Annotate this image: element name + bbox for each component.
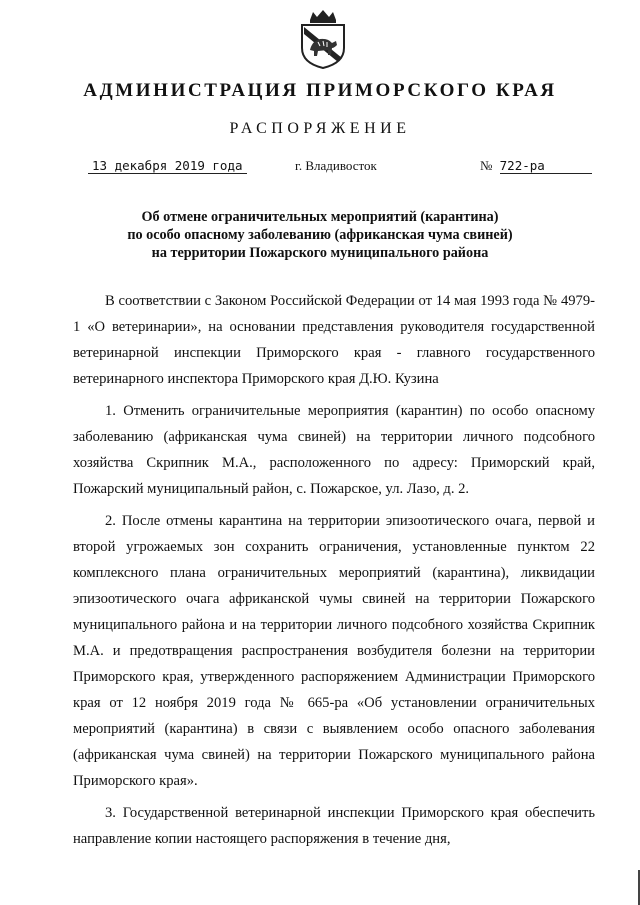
body-paragraph: В соответствии с Законом Российской Федерации от 14 мая 1993 года № 4979-1 «О ветеринарии», на основании представления руководителя государственной ветеринарной инспекции Приморского края - главного государственного ветеринарного инспектора Приморского края Д.Ю. Кузина bbox=[73, 293, 595, 387]
document-number bbox=[480, 158, 545, 174]
title-line: на территории Пожарского муниципального района bbox=[151, 245, 489, 261]
date-text: 13 декабря 2019 года bbox=[92, 158, 243, 173]
body-paragraph: 1. Отменить ограничительные мероприятия (карантин) по особо опасному заболеванию (африканская чума свиней) на территории личного подсобного хозяйства Скрипник М.А., расположенного по адресу: Приморский край, Пожарский муниципальный район, с. Пожарское, ул. Лазо, д. 2. bbox=[73, 403, 595, 497]
number-label: № bbox=[480, 158, 493, 173]
body-paragraph: 2. После отмены карантина на территории эпизоотического очага, первой и второй угрожаемых зон сохранить ограничения, установленные пунктом 22 комплексного плана ограничительных мероприятий (карантина), ликвидации эпизоотического очага африканской чумы свиней на территории Пожарского муниципального района и на территории личного подсобного хозяйства Скрипник М.А. и предотвращения распространения возбудителя болезни на территории Приморского края, утвержденного распоряжением Администрации Приморского края от 12 ноября 2019 года № 665-ра «Об установлении ограничительных мероприятий (карантина) в связи с выявлением особо опасного заболевания (африканская чума свиней) на территории Пожарского муниципального района Приморского края». bbox=[73, 513, 595, 789]
body-paragraph: 3. Государственной ветеринарной инспекции Приморского края обеспечить направление копии настоящего распоряжения в течение дня, bbox=[73, 805, 595, 847]
document-body bbox=[73, 288, 595, 858]
document-title bbox=[0, 208, 640, 262]
document-city: г. Владивосток bbox=[295, 158, 377, 173]
document-type: РАСПОРЯЖЕНИЕ bbox=[229, 120, 411, 137]
title-line: по особо опасному заболеванию (африканская чума свиней) bbox=[127, 227, 513, 243]
number-value: 722-ра bbox=[499, 158, 545, 173]
document-date bbox=[92, 158, 243, 173]
title-line: Об отмене ограничительных мероприятий (карантина) bbox=[141, 209, 499, 225]
organization-name: АДМИНИСТРАЦИЯ ПРИМОРСКОГО КРАЯ bbox=[83, 80, 557, 101]
date-underline bbox=[88, 173, 247, 174]
coat-of-arms-icon bbox=[298, 8, 348, 70]
number-underline bbox=[500, 173, 592, 174]
